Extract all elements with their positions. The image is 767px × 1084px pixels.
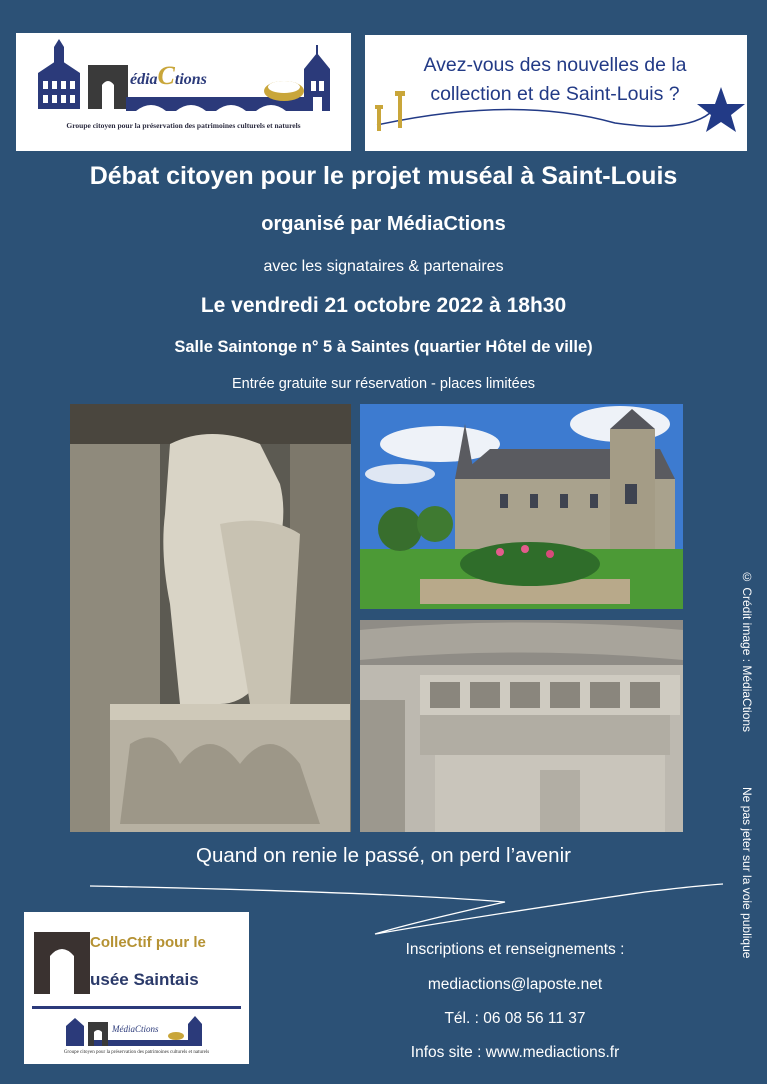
event-entry-info: Entrée gratuite sur réservation - places limitées xyxy=(231,376,536,392)
no-litter-notice: Ne pas jeter sur la voie publique xyxy=(740,787,754,959)
mediactions-emblem xyxy=(16,33,351,151)
big-m-icon xyxy=(34,928,90,994)
event-organizer: organisé par MédiaCtions xyxy=(261,213,506,235)
question-decoration xyxy=(365,35,747,151)
gold-column-icon xyxy=(375,91,405,131)
photo-saint-louis-building xyxy=(360,404,683,609)
mediactions-logo xyxy=(16,33,351,151)
logo-tagline: Groupe citoyen pour la préservation des patrimoines culturels et naturels xyxy=(66,121,301,130)
separator xyxy=(32,1006,241,1009)
event-date: Le vendredi 21 octobre 2022 à 18h30 xyxy=(200,294,567,317)
collectif-mini-tagline: Groupe citoyen pour la préservation des patrimoines culturels et naturels xyxy=(63,1050,210,1055)
question-text: Avez-vous des nouvelles de la collection et de Saint-Louis ? xyxy=(423,54,687,105)
slogan: Quand on renie le passé, on perd l’avenir xyxy=(196,844,571,867)
collectif-line1: ColleCtif pour le xyxy=(90,934,206,951)
photo-roman-statue xyxy=(70,404,351,832)
event-partners: avec les signataires & partenaires xyxy=(263,258,504,275)
collectif-musee-saintais-logo xyxy=(24,912,249,1064)
collectif-line2: usée Saintais xyxy=(90,970,199,989)
mini-brand-text: MédiaCtions xyxy=(112,1024,159,1034)
event-venue: Salle Saintonge n° 5 à Saintes (quartier Hôtel de ville) xyxy=(174,338,593,356)
contact-website[interactable]: Infos site : www.mediactions.fr xyxy=(410,1044,620,1061)
contact-phone: Tél. : 06 08 56 11 37 xyxy=(444,1010,586,1027)
question-banner xyxy=(365,35,747,151)
event-title: Débat citoyen pour le projet muséal à Saint-Louis xyxy=(89,162,678,190)
star-icon xyxy=(697,87,745,132)
contact-heading: Inscriptions et renseignements : xyxy=(405,941,625,958)
photo-carved-capital xyxy=(360,620,683,832)
image-credit: © Crédit image : MédiaCtions xyxy=(740,570,754,733)
contact-email[interactable]: mediactions@laposte.net xyxy=(427,976,603,993)
mediactions-wordmark: édiaCtions xyxy=(130,61,207,90)
mediactions-mini-emblem xyxy=(64,1012,214,1052)
